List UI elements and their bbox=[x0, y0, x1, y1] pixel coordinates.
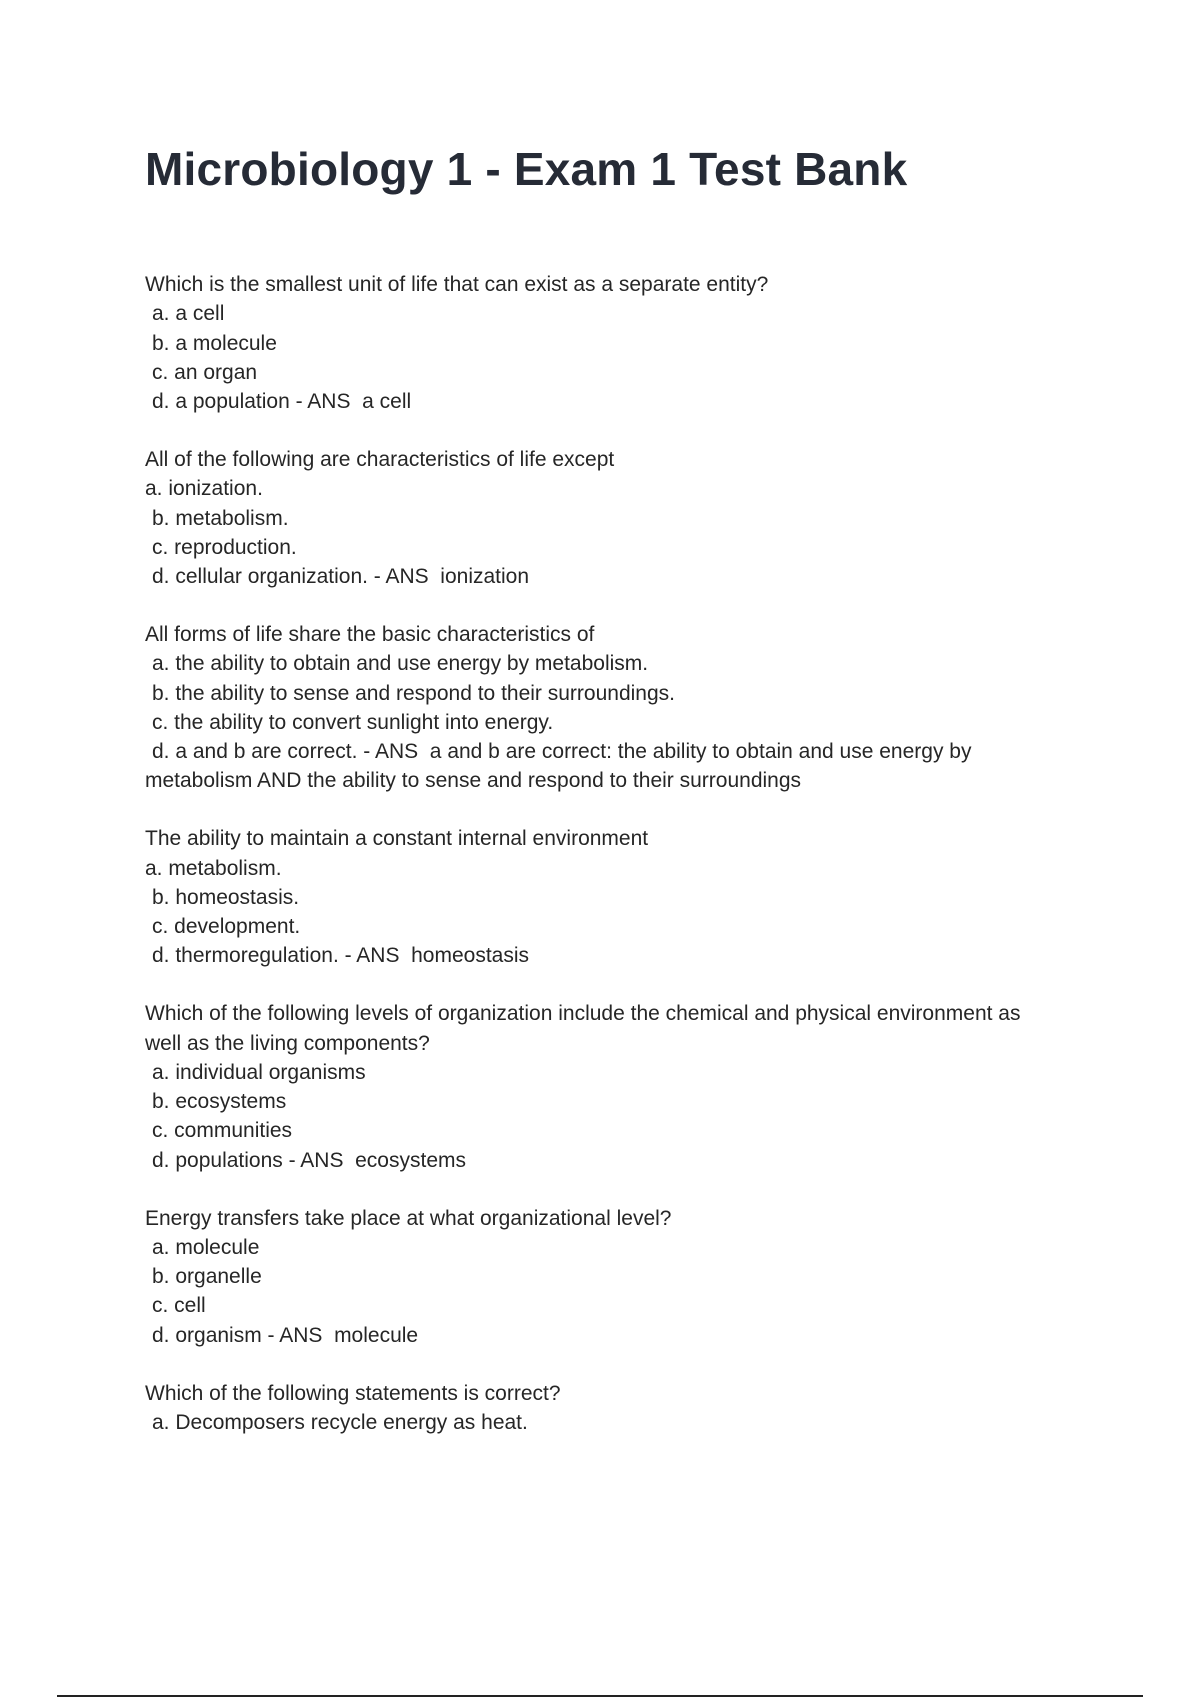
answer-option: d. cellular organization. - ANS ionization bbox=[152, 565, 530, 589]
question-text: Energy transfers take place at what organizational level? bbox=[145, 1206, 672, 1230]
footer-divider bbox=[57, 1695, 1143, 1697]
question-text: Which of the following levels of organization include the chemical and physical environment as bbox=[145, 1002, 1021, 1026]
question-6 bbox=[145, 1204, 1085, 1350]
answer-option: a. Decomposers recycle energy as heat. bbox=[152, 1410, 528, 1434]
answer-option: c. development. bbox=[152, 915, 301, 939]
answer-continuation: metabolism AND the ability to sense and respond to their surroundings bbox=[145, 769, 802, 793]
answer-option: c. the ability to convert sunlight into energy. bbox=[152, 710, 554, 734]
question-text: All of the following are characteristics of life except bbox=[145, 447, 615, 471]
answer-option: b. organelle bbox=[152, 1265, 262, 1289]
answer-option: d. thermoregulation. - ANS homeostasis bbox=[152, 944, 530, 968]
answer-option: b. homeostasis. bbox=[152, 885, 300, 909]
question-3 bbox=[145, 620, 1085, 796]
question-text: Which of the following statements is correct? bbox=[145, 1381, 561, 1405]
question-text: The ability to maintain a constant internal environment bbox=[145, 827, 649, 851]
question-text: Which is the smallest unit of life that can exist as a separate entity? bbox=[145, 273, 769, 296]
answer-option: a. a cell bbox=[152, 302, 225, 326]
answer-option: a. ionization. bbox=[145, 477, 263, 501]
answer-option: b. ecosystems bbox=[152, 1090, 287, 1114]
answer-option: c. reproduction. bbox=[152, 535, 297, 559]
answer-option: a. the ability to obtain and use energy by metabolism. bbox=[152, 652, 649, 676]
answer-option: b. a molecule bbox=[152, 331, 277, 355]
answer-option: c. cell bbox=[152, 1294, 206, 1318]
question-text: All forms of life share the basic characteristics of bbox=[145, 622, 595, 646]
question-1 bbox=[145, 270, 1085, 416]
answer-option: d. organism - ANS molecule bbox=[152, 1323, 419, 1347]
question-text-continuation: well as the living components? bbox=[145, 1031, 430, 1055]
answer-option: b. metabolism. bbox=[152, 506, 289, 530]
question-2 bbox=[145, 445, 1085, 591]
answer-option: c. communities bbox=[152, 1119, 293, 1143]
answer-option: d. a and b are correct. - ANS a and b are correct: the ability to obtain and use energy by bbox=[152, 740, 972, 764]
question-7 bbox=[145, 1379, 1085, 1438]
answer-option: c. an organ bbox=[152, 360, 258, 384]
answer-option: d. a population - ANS a cell bbox=[152, 390, 412, 414]
question-list bbox=[145, 270, 1085, 1466]
answer-option: a. metabolism. bbox=[145, 856, 282, 880]
page-title: Microbiology 1 - Exam 1 Test Bank bbox=[145, 143, 908, 195]
question-4 bbox=[145, 824, 1085, 970]
answer-option: a. individual organisms bbox=[152, 1060, 366, 1084]
answer-option: a. molecule bbox=[152, 1235, 260, 1259]
answer-option: d. populations - ANS ecosystems bbox=[152, 1148, 466, 1172]
question-5 bbox=[145, 999, 1085, 1175]
answer-option: b. the ability to sense and respond to their surroundings. bbox=[152, 681, 675, 705]
